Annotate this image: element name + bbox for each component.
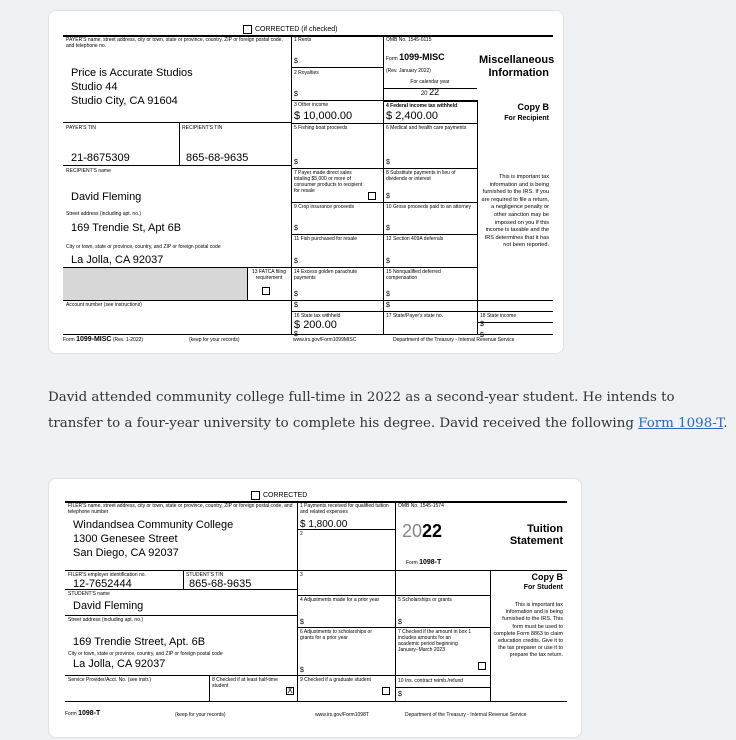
form-1098t-card [48,478,582,738]
footer-department: Department of the Treasury - Internal Revenue Service [393,337,515,343]
box3-dollar: $ [294,110,301,122]
box11-dollar: $ [294,258,298,265]
form-1099-misc [63,24,553,346]
box16b-dollar: $ [294,331,298,338]
footer-1098t-name: 1098-T [78,710,101,717]
box5-1098t-dollar: $ [398,619,402,626]
filer-address-1: 1300 Genesee Street [73,533,178,545]
payer-address-1: Studio 44 [71,81,118,93]
payer-name: Price is Accurate Studios [71,67,193,79]
box12-dollar: $ [386,258,390,265]
box2-dollar: $ [294,91,298,98]
box1-1098t-amount: 1,800.00 [308,519,348,530]
box15-label: 15 Nonqualified deferred compensation [386,269,441,281]
box14-dollar: $ [294,291,298,298]
copy-b-label: Copy B [517,102,549,112]
footer-1098t-department: Department of the Treasury - Internal Revenue Service [405,712,527,718]
box4-1098t-dollar: $ [300,619,304,626]
student-city: La Jolla, CA 92037 [73,658,166,670]
box10-label: 10 Gross proceeds paid to an attorney [386,204,472,210]
recipient-tin-label: RECIPIENT'S TIN [182,125,223,131]
box10-dollar: $ [386,225,390,232]
city-1098t-label: City or town, state or province, country, and ZIP or foreign postal code [68,651,223,657]
paragraph-text: David attended community college full-time in 2022 as a second-year student. He intends to transfer to a four-year university to complete his degree. David received the following [48,390,675,431]
box16-amount: 200.00 [303,319,337,331]
box8-label: 8 Substitute payments in lieu of dividends or interest [386,170,456,182]
footer-1098t-url: www.irs.gov/Form1098T [315,712,369,718]
intro-paragraph [48,385,728,437]
box6-label: 6 Medical and health care payments [386,125,467,131]
footer-form [63,337,143,343]
box9-1098t-label: 9 Checked if a graduate student [300,677,371,683]
payer-address-2: Studio City, CA 91604 [71,95,178,107]
box1-label: 1 Rents [294,37,312,43]
payer-tin: 21-8675309 [71,152,130,164]
payer-tin-label: PAYER'S TIN [66,125,96,131]
box12-label: 12 Section 409A deferrals [386,236,444,242]
half-time-checkbox[interactable] [286,687,294,695]
form-1098t-link[interactable]: Form 1098-T [638,416,724,431]
box4-label: 4 Federal income tax withheld [386,103,458,109]
filer-ein-label: FILER'S employer identification no. [68,572,146,578]
box6-1098t-dollar: $ [300,667,304,674]
omb-number: OMB No. 1545-0115 [386,37,432,43]
box16-label: 16 State tax withheld [294,313,341,319]
box14b-dollar: $ [294,302,298,309]
box10-1098t-label: 10 Ins. contract reimb./refund [398,678,464,684]
recipient-street: 169 Trendie St, Apt 6B [71,222,182,234]
recipient-name-label: RECIPIENT'S name [66,168,111,174]
footer-revision: (Rev. 1-2022) [112,337,144,343]
box6-1098t-label: 6 Adjustments to scholarships or grants for a prior year [300,629,372,641]
box8-dollar: $ [386,193,390,200]
box3-label: 3 Other income [294,102,329,108]
corrected-label: CORRECTED (if checked) [255,26,338,33]
student-street: 169 Trendie Street, Apt. 6B [73,636,206,648]
form-1098t-name: 1098-T [419,559,442,566]
footer-form-prefix: Form [63,337,77,343]
year-value: 22 [429,87,440,97]
box3-amount: 10,000.00 [303,110,353,122]
form-title-1: Miscellaneous [479,54,555,66]
calendar-year [383,87,477,97]
box9-label: 9 Crop insurance proceeds [294,204,355,210]
filer-ein: 12-7652444 [73,578,132,590]
year-prefix: 20 [420,91,428,97]
account-label: Account number (see instructions) [66,302,142,308]
student-name-label: STUDENT'S name [68,591,110,597]
filer-address-2: San Diego, CA 92037 [73,547,179,559]
payer-label: PAYER'S name, street address, city or town, state or province, country, ZIP or foreign postal code, and telephone no. [66,37,283,49]
form-revision: (Rev. January 2022) [386,68,431,74]
form-1099-misc-card [48,10,564,354]
city-label: City or town, state or province, country, and ZIP or foreign postal code [66,244,221,250]
box11-label: 11 Fish purchased for resale [294,236,357,242]
filer-name: Windandsea Community College [73,519,234,531]
footer-form-name: 1099-MISC [76,336,112,343]
box15b-dollar: $ [386,302,390,309]
box16-dollar: $ [294,319,301,331]
form-1098t-id [406,559,441,567]
box17-label: 17 State/Payer's state no. [386,313,444,319]
recipient-notice: This is important tax information and is being furnished to the IRS. If you are required to file a return, a negligence penalty or other sanction may be imposed on you if this income is taxable and the IRS determines that it has not been reported. [481,174,549,249]
student-name: David Fleming [73,600,144,612]
footer-keep: (keep for your records) [189,337,240,343]
filer-label: FILER'S name, street address, city or town, state or province, country, ZIP or foreign postal code, and telephone number [68,503,293,515]
box1-dollar: $ [294,58,298,65]
shaded-area [63,268,247,300]
fatca-checkbox[interactable] [262,287,270,295]
copy-b-1098t-label: Copy B [531,572,563,582]
box8-1098t-label: 8 Checked if at least half-time student [212,677,278,689]
year-1098t-a: 20 [402,521,423,541]
box7-1098t-label: 7 Checked if the amount in box 1 includes amounts for an academic period beginning January–March 2023 [398,629,472,653]
box14-label: 14 Excess golden parachute payments [294,269,358,281]
footer-1098t-keep: (keep for your records) [175,712,226,718]
paragraph-end: . [723,416,728,431]
corrected-1098t-label: CORRECTED [263,492,308,499]
form-title-2: Information [488,67,549,79]
form-prefix: Form [386,56,400,62]
omb-1098t: OMB No. 1545-1574 [398,503,444,509]
recipient-tin: 865-68-9635 [186,152,249,164]
box5-label: 5 Fishing boat proceeds [294,125,348,131]
tax-year-1098t [402,521,442,541]
box7-label: 7 Payer made direct sales totaling $5,000 or more of consumer products to recipient for resale [294,170,363,194]
student-tin-label: STUDENT'S TIN [186,572,224,578]
corrected-checkbox[interactable] [243,25,252,34]
box18-dollar: $ [480,321,484,328]
calendar-year-label: For calendar year [410,79,450,85]
corrected-1098t-checkbox[interactable] [251,491,260,500]
box3-value [294,110,352,123]
footer-1098t-prefix: Form [65,711,79,717]
box4-value [386,110,438,123]
box7-checkbox[interactable] [368,192,376,200]
box5-1098t-label: 5 Scholarships or grants [398,597,452,603]
for-recipient-label: For Recipient [504,115,549,122]
box9-dollar: $ [294,225,298,232]
form-1098t [65,490,567,730]
box2-label: 2 Royalties [294,70,319,76]
graduate-checkbox[interactable] [382,687,390,695]
box2-1098t-label: 2 [300,531,303,537]
year-1098t-b: 22 [422,521,443,541]
box4-1098t-label: 4 Adjustments made for a prior year [300,597,380,603]
footer-1098t-form [65,711,100,717]
box10-1098t-dollar: $ [398,691,402,698]
student-notice: This is important tax information and is being furnished to the IRS. This form must be used to complete Form 8863 to claim education credits. Give it to the tax preparer or use it to prepare the tax return. [493,602,563,659]
box4-dollar: $ [386,110,393,122]
student-tin: 865-68-9635 [189,578,252,590]
half-time-mark: X [287,686,293,695]
street-label: Street address (including apt. no.) [66,211,142,217]
box15-dollar: $ [386,291,390,298]
recipient-name: David Fleming [71,191,142,203]
box16-value [294,319,337,332]
box3-1098t-label: 3 [300,572,303,578]
box5-dollar: $ [294,159,298,166]
form-name: 1099-MISC [399,52,445,62]
street-1098t-label: Street address (including apt. no.) [68,617,144,623]
box18b-dollar: $ [480,332,484,339]
box1-1098t-label: 1 Payments received for qualified tuition and related expenses [300,503,389,515]
footer-url: www.irs.gov/Form1099MISC [293,337,357,343]
for-student-label: For Student [523,584,563,591]
box7-1098t-checkbox[interactable] [478,662,486,670]
box18-label: 18 State income [480,313,517,319]
box1-1098t-value [300,519,347,531]
title-1098t-2: Statement [509,535,563,547]
form-1098t-prefix: Form [406,560,420,566]
form-id [386,53,445,63]
recipient-city: La Jolla, CA 92037 [71,254,164,266]
box13-label: 13 FATCA filing requirement [251,269,287,281]
service-provider-label: Service Provider/Acct. No. (see instr.) [68,677,152,683]
box1-1098t-dollar: $ [300,519,306,530]
title-1098t-1: Tuition [527,523,563,535]
box4-amount: 2,400.00 [395,110,439,122]
box6-dollar: $ [386,159,390,166]
